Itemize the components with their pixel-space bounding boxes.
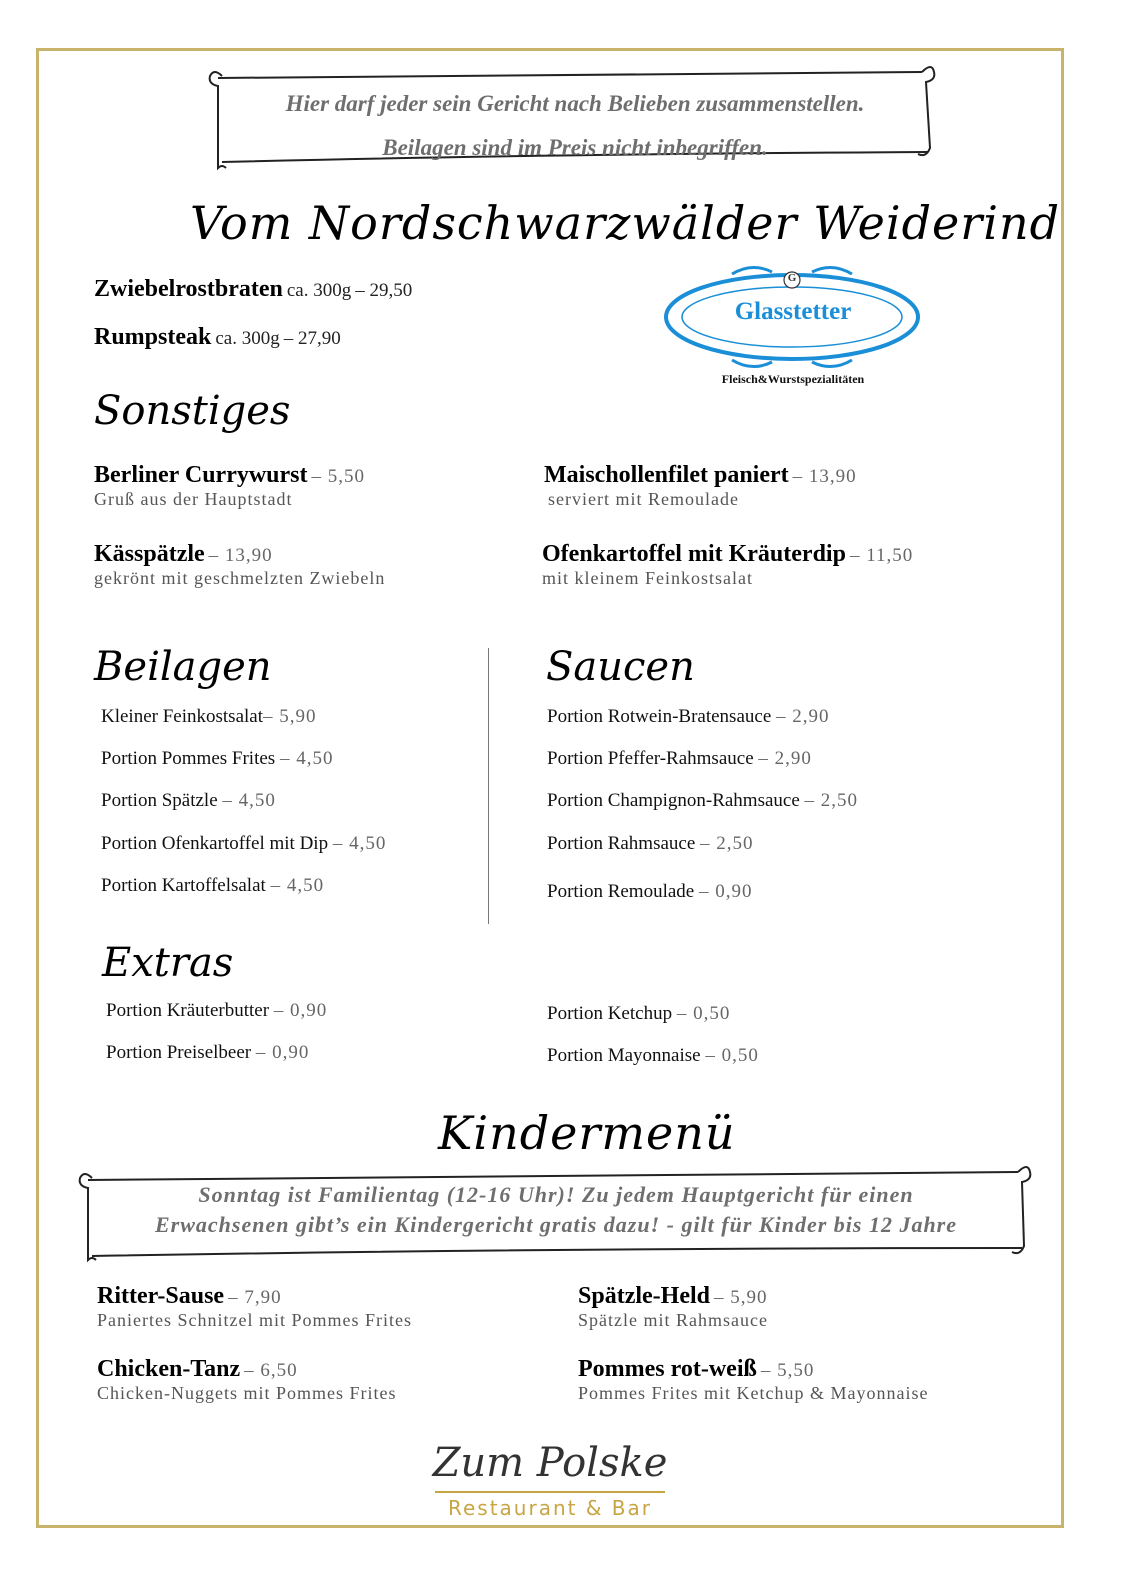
brand-name: Zum Polske <box>432 1440 668 1486</box>
item-price: – 4,50 <box>332 833 387 854</box>
item-price: – 4,50 <box>279 748 334 769</box>
item-name: Berliner Currywurst <box>94 462 308 488</box>
column-divider <box>488 648 489 924</box>
list-item <box>101 790 276 812</box>
list-item <box>106 1042 309 1064</box>
brand-subtitle: Restaurant & Bar <box>447 1496 652 1520</box>
item-name: Portion Preiselbeer <box>106 1042 252 1063</box>
item-price: – 0,90 <box>255 1042 310 1063</box>
list-item <box>547 748 812 770</box>
saucen-title: Saucen <box>546 644 695 690</box>
menu-item <box>94 276 412 303</box>
beef-title: Vom Nordschwarzwälder Weiderind <box>190 196 1061 250</box>
item-description: Pommes Frites mit Ketchup & Mayonnaise <box>578 1383 929 1403</box>
item-name: Portion Ketchup <box>547 1003 673 1024</box>
list-item <box>101 706 317 728</box>
beilagen-title: Beilagen <box>94 644 272 690</box>
list-item <box>547 881 752 903</box>
item-name: Portion Rotwein-Bratensauce <box>547 706 772 727</box>
notice-line-2: Beilagen sind im Preis nicht inbegriffen. <box>382 135 768 160</box>
item-name: Portion Ofenkartoffel mit Dip <box>101 833 329 854</box>
menu-item <box>578 1283 768 1331</box>
list-item <box>547 706 830 728</box>
item-price: – 2,90 <box>776 706 830 727</box>
item-name: Kleiner Feinkostsalat <box>101 706 263 727</box>
extras-title: Extras <box>102 940 234 986</box>
item-price: – 5,50 <box>311 466 366 487</box>
item-name: Zwiebelrostbraten <box>94 276 283 302</box>
item-description: mit kleinem Feinkostsalat <box>542 568 753 588</box>
list-item <box>547 1045 759 1067</box>
list-item <box>106 1000 327 1022</box>
menu-item <box>94 541 385 589</box>
sonstiges-title: Sonstiges <box>94 388 291 434</box>
item-name: Chicken-Tanz <box>97 1356 241 1382</box>
item-price: – 0,90 <box>273 1000 328 1021</box>
item-price: – 6,50 <box>244 1360 298 1381</box>
item-description: gekrönt mit geschmelzten Zwiebeln <box>94 568 386 588</box>
item-name: Portion Mayonnaise <box>547 1045 701 1066</box>
item-price: – 5,90 <box>263 706 317 727</box>
item-price: – 0,50 <box>676 1003 731 1024</box>
item-name: Ofenkartoffel mit Kräuterdip <box>542 541 846 567</box>
kinder-title: Kindermenü <box>438 1106 736 1160</box>
item-price: – 27,90 <box>283 328 341 349</box>
scroll-text-kinder <box>84 1180 1028 1240</box>
item-price: – 2,90 <box>758 748 812 769</box>
item-weight: ca. 300g <box>286 280 352 301</box>
item-price: – 2,50 <box>804 790 859 811</box>
item-price: – 4,50 <box>222 790 276 811</box>
item-name: Portion Kartoffelsalat <box>101 875 266 896</box>
item-price: – 5,90 <box>714 1287 768 1308</box>
logo-tagline: Fleisch&Wurstspezialitäten <box>721 372 865 386</box>
menu-item <box>94 462 365 510</box>
logo-initial: G <box>787 272 797 284</box>
item-name: Pommes rot-weiß <box>578 1356 757 1382</box>
item-price: – 4,50 <box>270 875 325 896</box>
item-price: – 13,90 <box>792 466 857 487</box>
list-item <box>101 748 333 770</box>
item-price: – 13,90 <box>208 545 273 566</box>
glasstetter-logo <box>662 262 924 392</box>
item-name: Rumpsteak <box>94 324 212 350</box>
item-name: Portion Pfeffer-Rahmsauce <box>547 748 754 769</box>
item-name: Maischollenfilet paniert <box>544 462 789 488</box>
logo-name: Glasstetter <box>734 298 852 325</box>
item-name: Kässpätzle <box>94 541 205 567</box>
notice-line-1: Hier darf jeder sein Gericht nach Belieben zusammenstellen. <box>285 91 865 116</box>
list-item <box>101 875 324 897</box>
menu-item <box>97 1283 412 1331</box>
list-item <box>101 833 386 855</box>
list-item <box>547 790 858 812</box>
item-name: Portion Champignon-Rahmsauce <box>547 790 800 811</box>
menu-item <box>94 324 341 351</box>
item-description: Gruß aus der Hauptstadt <box>94 489 293 509</box>
item-name: Portion Rahmsauce <box>547 833 696 854</box>
list-item <box>547 833 754 855</box>
list-item <box>547 1003 730 1025</box>
item-description: Spätzle mit Rahmsauce <box>578 1310 768 1330</box>
item-weight: ca. 300g <box>215 328 280 349</box>
menu-item <box>578 1356 928 1404</box>
item-price: – 7,90 <box>228 1287 282 1308</box>
item-price: – 11,50 <box>849 545 914 566</box>
item-name: Ritter-Sause <box>97 1283 225 1309</box>
scroll-text-top <box>210 82 940 170</box>
menu-item <box>97 1356 396 1404</box>
item-name: Portion Spätzle <box>101 790 218 811</box>
item-name: Portion Pommes Frites <box>101 748 276 769</box>
item-price: – 2,50 <box>700 833 754 854</box>
item-name: Portion Kräuterbutter <box>106 1000 270 1021</box>
item-description: serviert mit Remoulade <box>548 489 739 509</box>
kinder-notice-line-2: Erwachsenen gibt’s ein Kindergericht gratis dazu! - gilt für Kinder bis 12 Jahre <box>154 1212 958 1237</box>
item-price: – 0,90 <box>698 881 753 902</box>
restaurant-logo <box>380 1435 720 1530</box>
item-price: – 5,50 <box>760 1360 815 1381</box>
menu-item <box>544 462 857 510</box>
item-price: – 0,50 <box>705 1045 759 1066</box>
item-name: Portion Remoulade <box>547 881 695 902</box>
item-name: Spätzle-Held <box>578 1283 710 1309</box>
kinder-notice-line-1: Sonntag ist Familientag (12-16 Uhr)! Zu jedem Hauptgericht für einen <box>198 1182 914 1207</box>
item-price: – 29,50 <box>355 280 413 301</box>
menu-item <box>542 541 913 589</box>
item-description: Chicken-Nuggets mit Pommes Frites <box>97 1383 397 1403</box>
item-description: Paniertes Schnitzel mit Pommes Frites <box>97 1310 412 1330</box>
